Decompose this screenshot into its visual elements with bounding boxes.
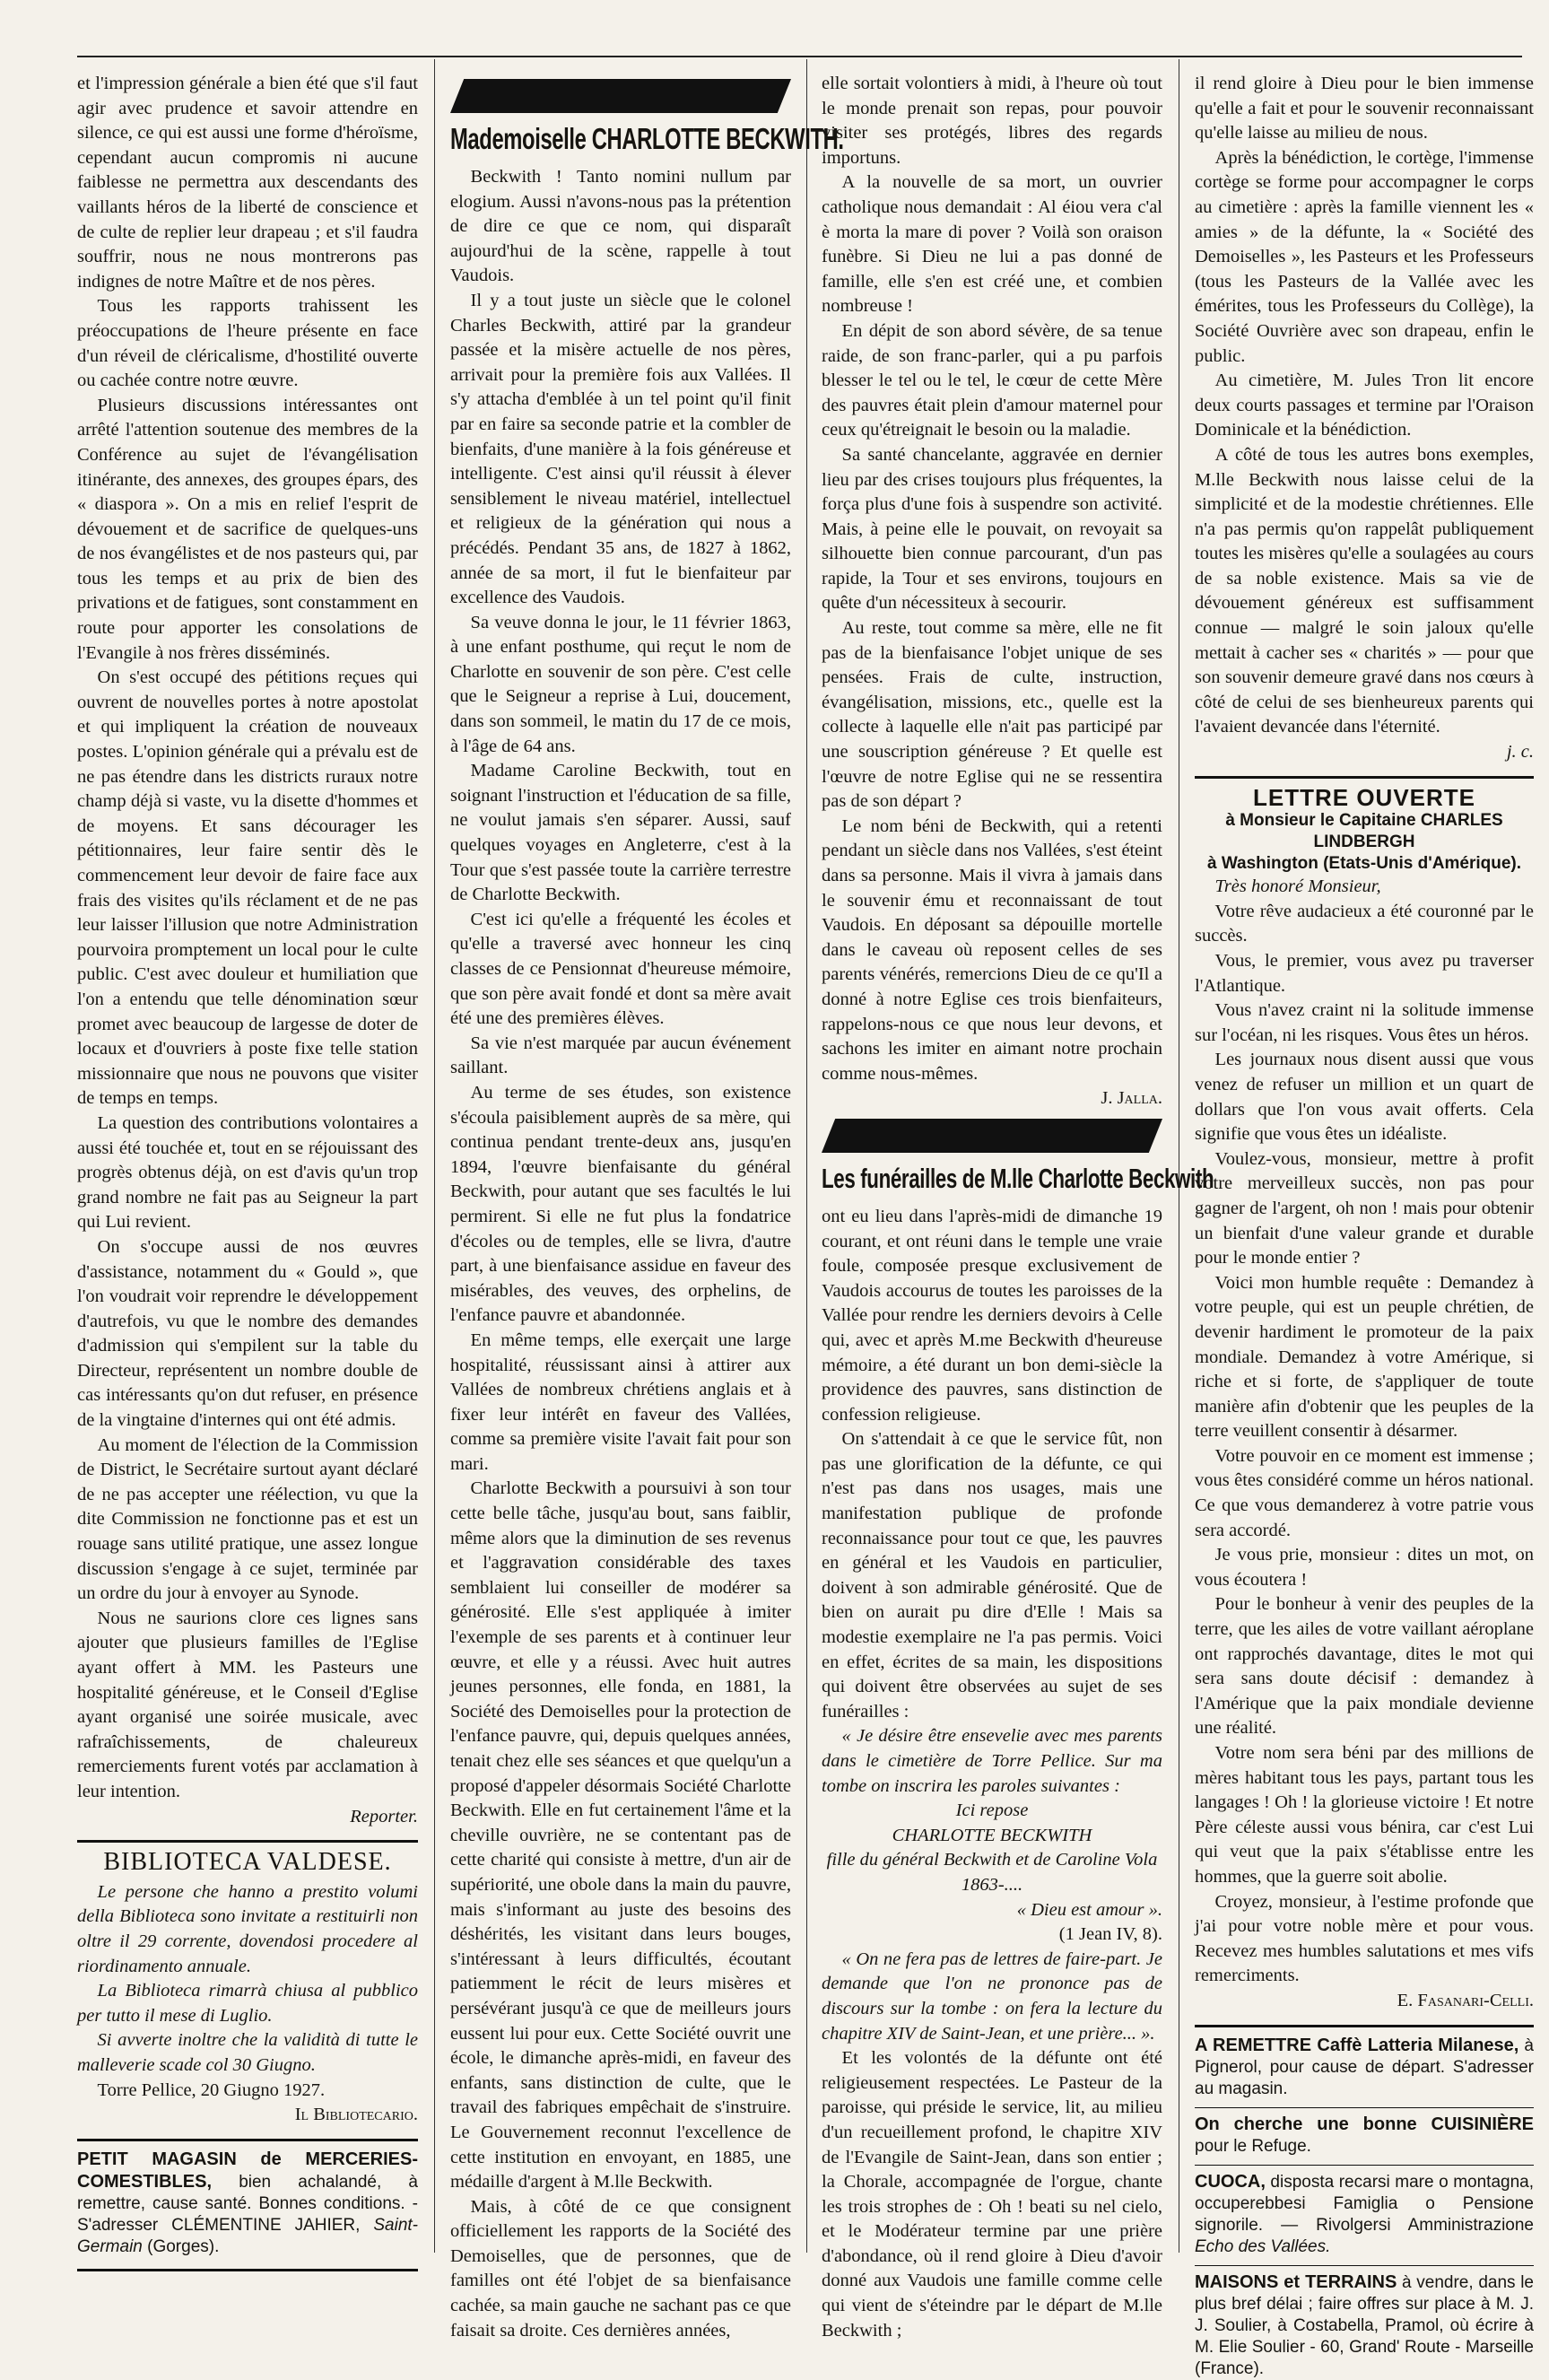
paragraph: Voulez-vous, monsieur, mettre à profit votre merveilleux succès, non pas pour gagner de l'argent, oh non ! mais pour obtenir un bienfait d'une valeur grande et durable pour le monde entier ? — [1195, 1148, 1534, 1268]
paragraph: Au moment de l'élection de la Commission de District, le Secrétaire surtout ayant déclaré de ne pas accepter une réélection, vu que la dite Commission ne fonctionne pas et est un rouage sans utilité pratique, une assez longue discussion s'engage à ce sujet, terminée par un ordre du jour à envoyer au Synode. — [77, 1434, 418, 1604]
paragraph: Voici mon humble requête : Demandez à votre peuple, qui est un peuple chrétien, de devenir hardiment le promoteur de la paix mondiale. Demandez à votre Amérique, si riche et si forte, de s'appliquer de toute manière afin d'obtenir que les peuples de la terre veuillent consentir à désarmer. — [1195, 1272, 1534, 1442]
epitaph-line: fille du général Beckwith et de Caroline Vola — [826, 1850, 1158, 1870]
ad-maisons-terrains: MAISONS et TERRAINS à vendre, dans le plus bref délai ; faire offres sur place à M. J. J. Soulier, à Costabella, Pramol, où écrire à M. Elie Soulier - 60, Grand' Route - Marseille (France). — [1195, 2271, 1534, 2378]
paragraph: Au reste, tout comme sa mère, elle ne fit pas de la bienfaisance l'objet unique de ses pensées. Frais de culte, instruction, évangélisation, missions, etc., quelle est la collecte à laquelle elle n'ait pas participé par une souscription généreuse ? Et quelle est l'œuvre de notre Eglise qui ne se ressentira pas de son départ ? — [822, 618, 1162, 812]
epitaph-line: CHARLOTTE BECKWITH — [892, 1825, 1092, 1845]
paragraph: Mais, à côté de ce que consignent officiellement les rapports de la Société des Demoiselles, que de personnes, que de familles ont été l'objet de sa bienfaisance cachée, sa main gauche ne sachant pas ce que faisait sa droite. Ces dernières années, — [450, 2196, 791, 2341]
ad-rule — [1195, 2107, 1534, 2108]
biblioteca-date: Torre Pellice, 20 Giugno 1927. — [97, 2079, 326, 2100]
title-banner — [822, 1119, 1162, 1153]
paragraph: Madame Caroline Beckwith, tout en soignant l'instruction et l'éducation de sa fille, ne voulut jamais s'en séparer. Aussi, sauf quelques voyages en Angleterre, c'est à la Tour que s'est passée toute la carrière terrestre de Charlotte Beckwith. — [450, 761, 791, 905]
section-rule — [77, 1840, 418, 1843]
paragraph: Votre nom sera béni par des millions de mères habitant tous les pays, partant tous les langages ! Oh ! la glorieuse victoire ! Et notre Père céleste aussi vous bénira, car c'est Lui qui veut que la paix s'établisse entre les hommes, que la guerre soit abolie. — [1195, 1743, 1534, 1887]
paragraph: Après la bénédiction, le cortège, l'immense cortège se forme pour accompagner le corps au cimetière : après la famille viennent les « amies » de la défunte, la « Société des Demoiselles », les Pasteurs et les Professeurs (tous les Pasteurs de la Vallée avec les émérites, tous les Professeurs du Collège), la Société Ouvrière avec son drapeau, enfin le public. — [1195, 147, 1534, 366]
section-rule — [1195, 2025, 1534, 2027]
paragraph: Et les volontés de la défunte ont été religieusement respectées. Le Pasteur de la paroisse, qui préside le service, lit, au milieu d'un recueillement profond, le chapitre XIV de l'Evangile de Saint-Jean, dans son entier ; la Chorale, accompagnée de l'orgue, chante les trois strophes de : Oh ! beati su nel cielo, et le Modérateur termine par une prière d'abondance, où il rend gloire à Dieu d'avoir donné aux Vaudois une famille comme celle qui vient de s'éteindre par le départ de M.lle Beckwith ; — [822, 2048, 1162, 2341]
column-3 — [822, 72, 1214, 2341]
column-rule — [806, 59, 807, 2253]
verse: « Dieu est amour ». — [1016, 1899, 1162, 1920]
funerailles-title: Les funérailles de M.lle Charlotte Beckwith — [822, 1162, 1214, 1194]
lettre-title: LETTRE OUVERTE — [1252, 783, 1475, 811]
article-signature: Reporter. — [350, 1806, 418, 1826]
paragraph: En même temps, elle exerçait une large hospitalité, réussissant ainsi à attirer aux Vallées de nombreux chrétiens anglais et à fixer leur intérêt en faveur des Vallées, comme sa première visite l'avait fait pour son mari. — [450, 1329, 791, 1474]
paragraph: Charlotte Beckwith a poursuivi à son tour cette belle tâche, jusqu'au bout, sans faiblir, même alors que la diminution de ses revenus et l'aggravation considérable des taxes semblaient lui conseiller de modérer sa générosité. Elle s'est appliquée à imiter l'exemple de ses parents et à continuer leur œuvre, et elle y a réussi. Avec huit autres jeunes personnes, elle fonda, en 1881, la Société des Demoiselles pour la protection de l'enfance pauvre, qui, depuis quelques années, tenait chez elle ses séances et que quelqu'un a proposé d'appeler désormais Société Charlotte Beckwith. Elle en fut certainement l'âme et la cheville ouvrière, ne se contentant pas de cette charité qui consiste à mettre, d'un air de supériorité, une obole dans la main du pauvre, mais s'informant au juste des besoins des déshérités, les visitant dans leurs bouges, s'intéressant à leurs difficultés, écoutant patiemment le récit de leurs misères et persévérant jusqu'à ce que de meilleurs jours eussent lui pour eux. Cette Société ouvrit une école, le dimanche après-midi, en faveur des enfants, sans distinction de culte, que le travail des fabriques empêchait de s'instruire. Le Gouvernement reconnut l'excellence de cette institution en envoyant, en 1885, une médaille d'argent à M.lle Beckwith. — [450, 1478, 791, 2193]
ad-caffe-latteria: A REMETTRE Caffè Latteria Milanese, à Pignerol, pour cause de départ. S'adresser au magasin. — [1195, 2035, 1534, 2098]
paragraph: Je vous prie, monsieur : dites un mot, on vous écoutera ! — [1195, 1545, 1534, 1590]
paragraph: Les journaux nous disent aussi que vous venez de refuser un million et un quart de dollars que l'on vous avait offerts. Cela signifie que vous êtes un idéaliste. — [1195, 1050, 1534, 1145]
paragraph: Sa veuve donna le jour, le 11 février 1863, à une enfant posthume, qui reçut le nom de Charlotte en souvenir de son père. C'est celle que le Seigneur a reprise à Lui, doucement, dans son sommeil, le matin du 17 de ce mois, à l'âge de 64 ans. — [450, 612, 791, 756]
section-rule — [77, 2269, 418, 2271]
column-rule — [434, 59, 435, 2253]
paragraph: et l'impression générale a bien été que s'il faut agir avec prudence et savoir attendre en silence, ce qui est aussi une forme d'héroïsme, cependant aucun compromis ni aucune faiblesse ne permettra aux descendants des vaillants héros de la liberté de conscience et de culte de replier leur drapeau ; et s'il faudra souffrir, nous ne nous montrerons pas indignes de notre Maître et de nos pères. — [77, 74, 418, 292]
biblioteca-signature: Il Bibliotecario. — [294, 2105, 418, 2125]
paragraph: On s'occupe aussi de nos œuvres d'assistance, notamment du « Gould », que l'on voudrait voir reprendre le développement d'autrefois, vu que le nombre des demandes d'admission qui s'empilent sur la table du Directeur, représentent un nombre double de cas intéressants qu'on dut refuser, en présence de la vingtaine d'internes qui ont été admis. — [77, 1236, 418, 1431]
paragraph: Sa vie n'est marquée par aucun événement saillant. — [450, 1033, 791, 1078]
ad-cuisiniere: On cherche une bonne CUISINIÈRE pour le Refuge. — [1195, 2114, 1534, 2156]
paragraph: Pour le bonheur à venir des peuples de la terre, que les ailes de votre vaillant aéroplane ont rapprochés davantage, dites le mot qui sera sans doute décisif : demandez à l'Amérique que la paix mondiale devienne une réalité. — [1195, 1594, 1534, 1739]
paragraph: C'est ici qu'elle a fréquenté les écoles et qu'elle a traversé avec honneur les cinq classes de ce Pensionnat d'heureuse mémoire, que son père avait fondé et dont sa mère avait été une des premières élèves. — [450, 909, 791, 1029]
paragraph: Beckwith ! Tanto nomini nullum par elogium. Aussi n'avons-nous pas la prétention de dire ce que ce nom, qui disparaît aujourd'hui de la scène, rappelle à tout Vaudois. — [450, 167, 791, 286]
paragraph: elle sortait volontiers à midi, à l'heure où tout le monde prenait son repas, pour pouvoir visiter ses protégés, libres des regards importuns. — [822, 74, 1162, 168]
lettre-subtitle: à Washington (Etats-Unis d'Amérique). — [1206, 854, 1522, 874]
ad-cuoca: CUOCA, disposta recarsi mare o montagna, occuperebbesi Famiglia o Pensione signorile. — Rivolgersi Amministrazione Echo des Vallées. — [1195, 2171, 1534, 2256]
paragraph: Si avverte inoltre che la validità di tutte le malleverie scade col 30 Giugno. — [77, 2030, 418, 2075]
paragraph: ont eu lieu dans l'après-midi de dimanche 19 courant, et ont réuni dans le temple une vraie foule, composée presque exclusivement de Vaudois accourus de toutes les paroisses de la Vallée pour rendre les derniers devoirs à Celle qui, avec et après M.me Beckwith d'heureuse mémoire, a été durant un bon demi-siècle la providence des pauvres, sans distinction de confession religieuse. — [822, 1206, 1162, 1425]
paragraph: Le persone che hanno a prestito volumi della Biblioteca sono invitate a restituirli non oltre il 29 corrente, dovendosi procedere al riordinamento annuale. — [77, 1881, 418, 1976]
paragraph: Tous les rapports trahissent les préoccupations de l'heure présente en face d'un réveil de cléricalisme, d'hostilité ouverte ou cachée contre notre œuvre. — [77, 296, 418, 391]
paragraph: On s'attendait à ce que le service fût, non pas une glorification de la défunte, ce qui n'est pas dans nos usages, mais une manifestation publique de profonde reconnaissance pour tout ce que, les pauvres en général et les Vaudois en particulier, doivent à son admirable générosité. Que de bien on aurait pu dire d'Elle ! Mais sa modestie exemplaire ne l'a pas permis. Voici en effet, écrites de sa main, les dispositions qui doivent être observées au sujet de ses funérailles : — [822, 1429, 1162, 1722]
epitaph-line: 1863-.... — [961, 1874, 1023, 1895]
epitaph-line: Ici repose — [955, 1800, 1029, 1821]
paragraph: A côté de tous les autres bons exemples, M.lle Beckwith nous laisse celui de la simplicité et de la modestie chrétiennes. Elle n'a pas permis qu'on rappelât publiquement toutes les misères qu'elle a soulagées au cours de sa noble existence. Mais sa vie de dévouement généreux est suffisamment connue — malgré le soin jaloux qu'elle mettait à cacher ses « charités » — pour que son souvenir demeure gravé dans nos cœurs à côté de celui de ses bienheureux parents qui l'avaient devancée dans l'éternité. — [1195, 444, 1534, 737]
article-title: Mademoiselle CHARLOTTE BECKWITH. — [450, 122, 844, 155]
paragraph: Au cimetière, M. Jules Tron lit encore deux courts passages et termine par l'Oraison Dominicale et la bénédiction. — [1195, 371, 1534, 440]
article-signature: J. Jalla. — [1101, 1088, 1162, 1109]
ad-rule — [1195, 2265, 1534, 2266]
lettre-subtitle: à Monsieur le Capitaine CHARLES LINDBERGH — [1225, 811, 1503, 852]
paragraph: La question des contributions volontaires a aussi été touchée et, tout en se réjouissant des progrès obtenus déjà, on est d'avis qu'un trop grand nombre ne fait pas au Seigneur la part qui Lui revient. — [77, 1112, 418, 1233]
biblioteca-title: BIBLIOTECA VALDESE. — [103, 1848, 392, 1877]
paragraph: Vous n'avez craint ni la solitude immense sur l'océan, ni les risques. Vous êtes un héros. — [1195, 1000, 1534, 1045]
paragraph: La Biblioteca rimarrà chiusa al pubblico per tutto il mese di Luglio. — [77, 1981, 418, 2026]
lettre-signature: E. Fasanari-Celli. — [1397, 1990, 1534, 2010]
verse-ref: (1 Jean IV, 8). — [1058, 1924, 1162, 1945]
column-2 — [450, 72, 844, 2341]
salutation: Très honoré Monsieur, — [1214, 876, 1381, 897]
article-signature: j. c. — [1506, 742, 1534, 763]
section-rule — [77, 2139, 418, 2141]
paragraph: Le nom béni de Beckwith, qui a retenti pendant un siècle dans nos Vallées, s'est éteint dans sa personne. Mais il vivra à jamais dans le souvenir ému et reconnaissant de tout Vaudois. En déposant sa dépouille mortelle dans le caveau où reposent celles de ses parents vénérés, remercions Dieu de ce qu'Il a donné à notre Eglise ces trois bienfaiteurs, rappelons-nous ce que nous leur devons, et sachons les imiter en aimant notre prochain comme nous-mêmes. — [822, 815, 1162, 1084]
paragraph: En dépit de son abord sévère, de sa tenue raide, de son franc-parler, qui a pu parfois blesser le tel ou le tel, le cœur de cette Mère des pauvres était plein d'amour maternel pour ceux qu'étreignait le besoin ou la maladie. — [822, 320, 1162, 440]
paragraph: Votre rêve audacieux a été couronné par le succès. — [1195, 901, 1534, 946]
paragraph: « On ne fera pas de lettres de faire-part. Je demande que l'on ne prononce pas de discours sur la tombe : on fera la lecture du chapitre XIV de Saint-Jean, et une prière... ». — [822, 1948, 1162, 2044]
paragraph: il rend gloire à Dieu pour le bien immense qu'elle a fait et pour le souvenir reconnaissant qu'elle laisse au milieu de nous. — [1195, 74, 1534, 144]
paragraph: Plusieurs discussions intéressantes ont arrêté l'attention soutenue des membres de la Conférence au sujet de l'évangélisation itinérante, des annexes, des groupes épars, des « diaspora ». On a mis en relief l'esprit de dévouement et de sacrifice de quelques-uns de nos évangélistes et de nos pasteurs qui, par tous les temps et au prix de bien des privations et de fatigues, sont constamment en route pour apporter les consolations de l'Evangile à nos frères disséminés. — [77, 395, 418, 663]
paragraph: Il y a tout juste un siècle que le colonel Charles Beckwith, attiré par la grandeur passée et la misère actuelle de nos pères, arrivait pour la première fois aux Vallées. Il s'y attacha d'emblée à un tel point qu'il finit par en faire sa seconde patrie et la combler de bienfaits, d'une manière à la fois généreuse et intelligente. C'est ainsi qu'il réussit à élever sensiblement le niveau matériel, intellectuel et religieux de la génération qui nous a précédés. Pendant 35 ans, de 1827 à 1862, année de sa mort, il fut le bienfaiteur par excellence des Vaudois. — [450, 290, 791, 608]
paragraph: On s'est occupé des pétitions reçues qui ouvrent de nouvelles portes à notre apostolat et qui impliquent la création de nouveaux postes. L'opinion générale qui a prévalu est de ne pas étendre dans les districts ruraux notre champ déjà si vaste, vu la disette d'hommes et de moyens. Et sans décourager les pétitionnaires, leur faire sentir dès le commencement leur devoir de faire face aux frais des visites qu'ils réclament et de ne pas leur laisser l'illusion que notre Administration pourvoira promptement un local pour le culte public. C'est avec douleur et humiliation que l'on a entendu que telle dénomination sœur promet avec beaucoup de largesse de doter de locaux et d'ouvriers à poste fixe telle station missionnaire que nous ne pouvons que visiter de temps en temps. — [77, 667, 418, 1109]
paragraph: Au terme de ses études, son existence s'écoula paisiblement auprès de sa mère, qui continua pendant trente-deux ans, jusqu'en 1894, l'œuvre bienfaisante du général Beckwith, pour autant que ses facultés le lui permirent. Si elle ne fut plus la fondatrice d'écoles ou de temples, elle se livra, d'autre part, à une bienfaisance assidue en faveur des misérables, des veuves, des orphelins, de l'enfance pauvre et abandonnée. — [450, 1082, 791, 1326]
section-rule — [1195, 776, 1534, 779]
paragraph: Croyez, monsieur, à l'estime profonde que j'ai pour votre noble mère et pour vous. Recevez mes humbles salutations et mes vifs remerciments. — [1195, 1891, 1534, 1986]
paragraph: A la nouvelle de sa mort, un ouvrier catholique nous demandait : Al éiou vera c'al è morta la mare di pover ? Voilà son oraison funèbre. Si Dieu ne lui a pas donné de famille, elle s'en est créé une, et combien nombreuse ! — [822, 172, 1162, 317]
paragraph: Sa santé chancelante, aggravée en dernier lieu par des crises toujours plus fréquentes, la força plus d'une fois à suspendre son activité. Mais, à peine elle le pouvait, on revoyait sa silhouette bien connue parcourant, d'un pas rapide, la Tour et ses environs, toujours en quête d'un nécessiteux à secourir. — [822, 444, 1162, 614]
paragraph: Nous ne saurions clore ces lignes sans ajouter que plusieurs familles de l'Eglise ayant offert à MM. les Pasteurs une hospitalité généreuse, et le Conseil d'Eglise ayant organisé une soirée musicale, avec rafraîchissements, de chaleureux remerciements furent votés par acclamation à leur intention. — [77, 1608, 418, 1801]
column-1 — [77, 72, 418, 2256]
title-banner — [450, 79, 791, 113]
paragraph: Votre pouvoir en ce moment est immense ; vous êtes considéré comme un héros national. Ce que vous demanderez à votre patrie vous sera accordé. — [1195, 1445, 1534, 1540]
paragraph: « Je désire être ensevelie avec mes parents dans le cimetière de Torre Pellice. Sur ma tombe on inscrira les paroles suivantes : — [822, 1726, 1162, 1796]
paragraph: Vous, le premier, vous avez pu traverser l'Atlantique. — [1195, 951, 1534, 996]
ad-rule — [1195, 2165, 1534, 2166]
column-4 — [1195, 72, 1534, 2378]
ad-petit-magasin: PETIT MAGASIN de MERCERIES-COMESTIBLES, bien achalandé, à remettre, cause santé. Bonnes conditions. - S'adresser CLÉMENTINE JAHIER, Saint-Germain (Gorges). — [77, 2149, 418, 2256]
top-rule — [77, 56, 1522, 57]
